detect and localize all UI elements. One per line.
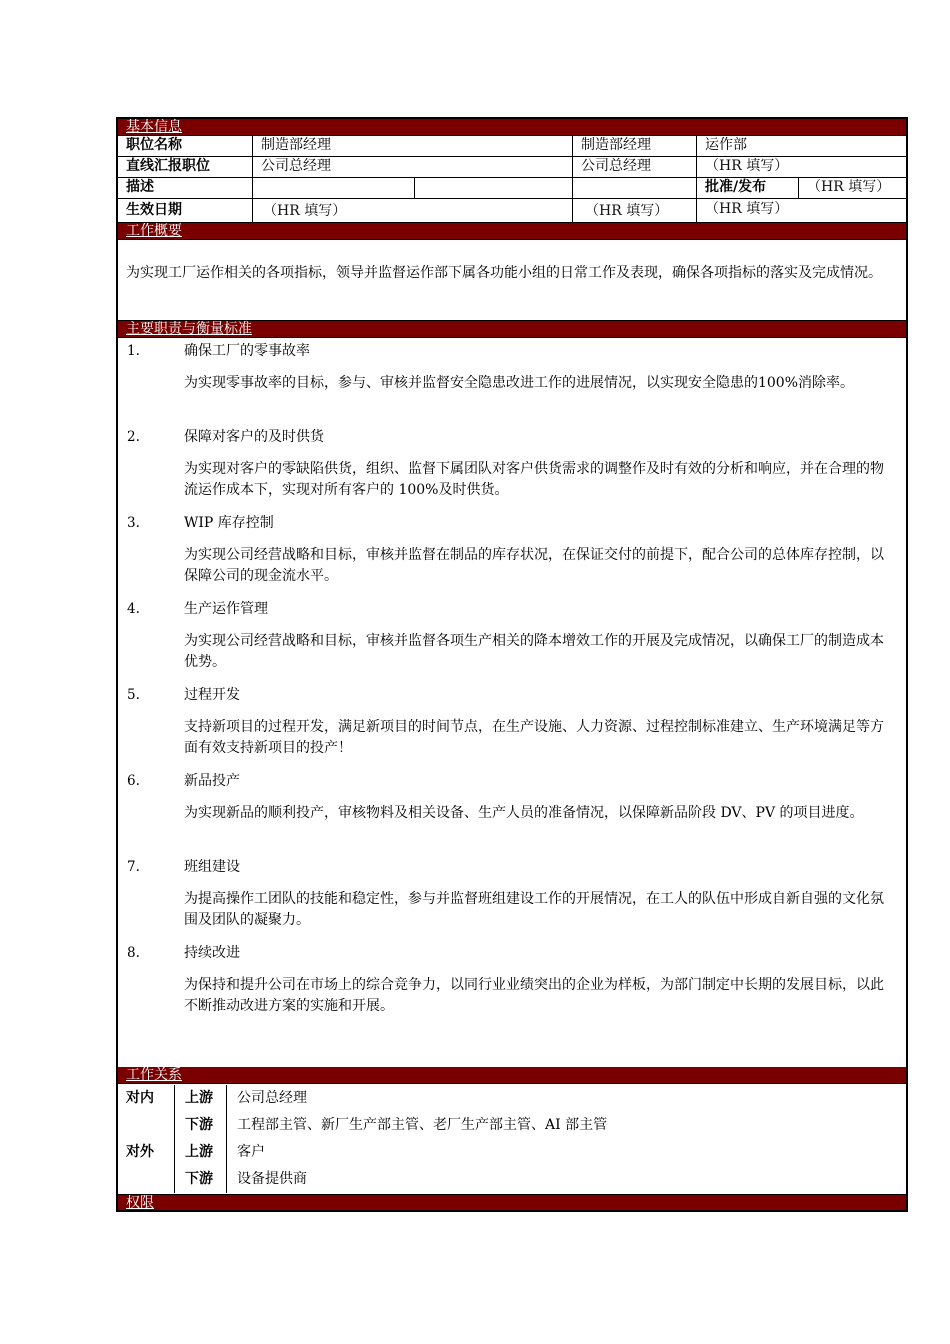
duty-title: WIP 库存控制	[184, 515, 274, 531]
duty-item	[118, 943, 906, 1029]
effective-date-value-3: （HR 填写）	[696, 199, 906, 222]
job-description-document	[116, 117, 908, 1212]
duty-title: 过程开发	[184, 687, 240, 703]
relation-direction: 下游	[174, 1166, 226, 1193]
effective-date-label: 生效日期	[126, 202, 182, 218]
duty-number: 2.	[127, 429, 140, 445]
department-value: 运作部	[696, 136, 906, 156]
relation-row	[118, 1085, 906, 1112]
duty-description: 为实现对客户的零缺陷供货，组织、监督下属团队对客户供货需求的调整作及时有效的分析和响应，并在合理的物流运作成本下，实现对所有客户的 100%及时供货。	[184, 461, 884, 498]
position-row	[118, 136, 906, 157]
approve-label: 批准/发布	[696, 178, 798, 198]
duty-item	[118, 685, 906, 771]
section-title: 权限	[126, 1195, 154, 1211]
duty-item	[118, 599, 906, 685]
duty-number: 5.	[127, 687, 140, 703]
relation-parties: 工程部主管、新厂生产部主管、老厂生产部主管、AI 部主管	[226, 1112, 906, 1139]
relation-scope: 对外	[126, 1144, 154, 1160]
duty-title: 班组建设	[184, 859, 240, 875]
duty-title: 保障对客户的及时供货	[184, 429, 324, 445]
overview-text: 为实现工厂运作相关的各项指标，领导并监督运作部下属各功能小组的日常工作及表现，确保各项指标的落实及完成情况。	[126, 265, 882, 281]
duty-title: 持续改进	[184, 945, 240, 961]
reports-row	[118, 157, 906, 178]
relation-row	[118, 1166, 906, 1193]
duty-description: 支持新项目的过程开发，满足新项目的时间节点，在生产设施、人力资源、过程控制标准建立、生产环境满足等方面有效支持新项目的投产！	[184, 719, 884, 756]
section-header-duties	[118, 320, 906, 338]
relation-parties: 设备提供商	[226, 1166, 906, 1193]
section-header-basic-info	[118, 119, 906, 136]
relation-scope	[118, 1112, 174, 1139]
section-header-relations	[118, 1067, 906, 1084]
section-title: 工作概要	[126, 223, 182, 239]
duty-number: 8.	[127, 945, 140, 961]
duty-item	[118, 513, 906, 599]
duty-item	[118, 857, 906, 943]
reports-label: 直线汇报职位	[126, 158, 210, 174]
relation-scope: 对内	[126, 1090, 154, 1106]
reports-value: 公司总经理	[252, 157, 572, 177]
relation-scope	[118, 1166, 174, 1193]
description-cell-1	[252, 178, 414, 198]
description-cell-2	[414, 178, 572, 198]
section-title: 基本信息	[126, 119, 182, 135]
approve-value: （HR 填写）	[798, 178, 906, 198]
duty-number: 7.	[127, 859, 140, 875]
duty-title: 确保工厂的零事故率	[184, 343, 310, 359]
duty-item	[118, 341, 906, 427]
duty-number: 1.	[127, 343, 140, 359]
duty-description: 为实现公司经营战略和目标，审核并监督在制品的库存状况，在保证交付的前提下，配合公司的总体库存控制，以保障公司的现金流水平。	[184, 547, 884, 584]
duty-number: 4.	[127, 601, 140, 617]
position-label: 职位名称	[126, 137, 182, 153]
effective-date-value-2: （HR 填写）	[572, 199, 696, 222]
relation-row	[118, 1112, 906, 1139]
reports-value-2: 公司总经理	[572, 157, 696, 177]
section-title: 工作关系	[126, 1067, 182, 1083]
duty-item	[118, 427, 906, 513]
reports-hr-value: （HR 填写）	[696, 157, 906, 177]
duty-title: 新品投产	[184, 773, 240, 789]
relation-parties: 客户	[226, 1139, 906, 1166]
position-value: 制造部经理	[252, 136, 572, 156]
section-header-overview	[118, 223, 906, 240]
section-header-authority	[118, 1194, 906, 1212]
relation-row	[118, 1139, 906, 1166]
position-value-2: 制造部经理	[572, 136, 696, 156]
duty-description: 为实现零事故率的目标，参与、审核并监督安全隐患改进工作的进展情况，以实现安全隐患的100%消除率。	[184, 375, 855, 391]
relation-direction: 下游	[174, 1112, 226, 1139]
effective-date-value: （HR 填写）	[252, 199, 572, 222]
duty-number: 6.	[127, 773, 140, 789]
duty-description: 为保持和提升公司在市场上的综合竞争力，以同行业业绩突出的企业为样板，为部门制定中长期的发展目标，以此不断推动改进方案的实施和开展。	[184, 977, 884, 1014]
relation-parties: 公司总经理	[226, 1085, 906, 1112]
duty-description: 为提高操作工团队的技能和稳定性，参与并监督班组建设工作的开展情况，在工人的队伍中形成自新自强的文化氛围及团队的凝聚力。	[184, 891, 884, 928]
description-label: 描述	[126, 179, 154, 195]
relation-direction: 上游	[174, 1085, 226, 1112]
duty-number: 3.	[127, 515, 140, 531]
section-title: 主要职责与衡量标准	[126, 321, 252, 337]
effective-date-row	[118, 199, 906, 223]
duty-item	[118, 771, 906, 857]
duty-description: 为实现新品的顺利投产，审核物料及相关设备、生产人员的准备情况，以保障新品阶段 DV、PV 的项目进度。	[184, 805, 864, 821]
duties-list	[118, 341, 906, 1029]
relation-direction: 上游	[174, 1139, 226, 1166]
duty-description: 为实现公司经营战略和目标，审核并监督各项生产相关的降本增效工作的开展及完成情况，以确保工厂的制造成本优势。	[184, 633, 884, 670]
duty-title: 生产运作管理	[184, 601, 268, 617]
description-row	[118, 178, 906, 199]
description-cell-3	[572, 178, 696, 198]
